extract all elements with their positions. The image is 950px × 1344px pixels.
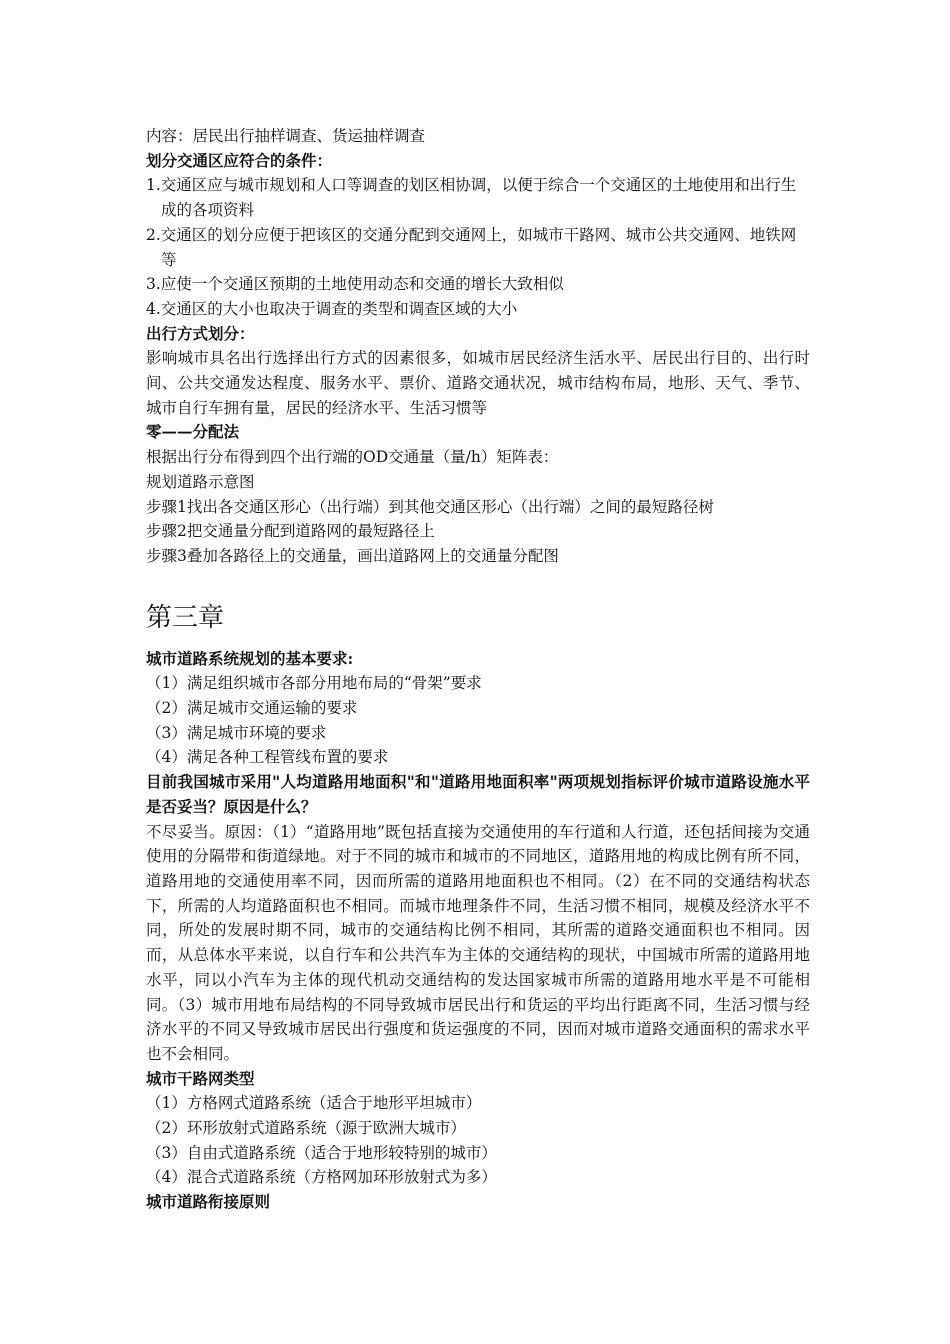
traffic-zone-heading: 划分交通区应符合的条件：	[146, 150, 333, 170]
traffic-zone-item: 4.交通区的大小也取决于调查的类型和调查区域的大小	[146, 299, 518, 318]
traffic-zone-item: 3.应使一个交通区预期的土地使用动态和交通的增长大致相似	[146, 275, 564, 294]
requirements-list	[146, 671, 810, 770]
arterial-heading: 城市干路网类型	[146, 1068, 255, 1088]
requirement-item: （2）满足城市交通运输的要求	[146, 699, 358, 718]
arterial-item: （1）方格网式道路系统（适合于地形平坦城市）	[146, 1094, 482, 1113]
question-heading: 目前我国城市采用"人均道路用地面积"和"道路用地面积率"两项规划指标评价城市道路设施水平是否妥当？原因是什么？	[146, 772, 810, 816]
requirement-item: （3）满足城市环境的要求	[146, 723, 327, 742]
step-2-line: 步骤2把交通量分配到道路网的最短路径上	[146, 522, 435, 541]
step-1-line: 步骤1找出各交通区形心（出行端）到其他交通区形心（出行端）之间的最短路径树	[146, 497, 714, 516]
chapter-title: 第三章	[146, 602, 225, 633]
traffic-zone-list	[146, 173, 810, 321]
document-page	[146, 124, 810, 1215]
arterial-item: （2）环形放射式道路系统（源于欧洲大城市）	[146, 1119, 466, 1138]
road-diagram-line: 规划道路示意图	[146, 472, 255, 491]
travel-mode-paragraph: 影响城市具名出行选择出行方式的因素很多，如城市居民经济生活水平、居民出行目的、出行时间、公共交通发达程度、服务水平、票价、道路交通状况，城市结构布局，地形、天气、季节、城市自行车拥有量，居民的经济水平、生活习惯等	[146, 349, 810, 417]
requirements-heading: 城市道路系统规划的基本要求:	[146, 648, 354, 668]
arterial-item: （4）混合式道路系统（方格网加环形放射式为多）	[146, 1168, 497, 1187]
traffic-zone-item: 2.交通区的划分应便于把该区的交通分配到交通网上，如城市干路网、城市公共交通网、地铁网等	[146, 225, 797, 269]
traffic-zone-item: 1.交通区应与城市规划和人口等调查的划区相协调，以便于综合一个交通区的土地使用和出行生成的各项资料	[146, 176, 797, 220]
travel-mode-heading: 出行方式划分：	[146, 323, 255, 343]
connection-heading: 城市道路衔接原则	[146, 1192, 271, 1212]
step-3-line: 步骤3叠加各路径上的交通量，画出道路网上的交通量分配图	[146, 546, 559, 565]
od-matrix-line: 根据出行分布得到四个出行端的OD交通量（量/h）矩阵表：	[146, 448, 559, 467]
answer-paragraph: 不尽妥当。原因：（1）“道路用地”既包括直接为交通使用的车行道和人行道，还包括间接为交通使用的分隔带和街道绿地。对于不同的城市和城市的不同地区，道路用地的构成比例有所不同，道路用地的交通使用率不同，因而所需的道路用地面积也不相同。（2）在不同的交通结构状态下，所需的人均道路面积也不相同。而城市地理条件不同，生活习惯不相同，规模及经济水平不同，所处的发展时期不同，城市的交通结构比例不相同，其所需的道路交通面积也不相同。因而，从总体水平来说，以自行车和公共汽车为主体的交通结构的现状，中国城市所需的道路用地水平，同以小汽车为主体的现代机动交通结构的发达国家城市所需的道路用地水平是不可能相同。（3）城市用地布局结构的不同导致城市居民出行和货运的平均出行距离不同，生活习惯与经济水平的不同又导致城市居民出行强度和货运强度的不同，因而对城市道路交通面积的需求水平也不会相同。	[146, 822, 810, 1063]
zero-assign-heading: 零——分配法	[146, 422, 240, 442]
content-line: 内容：居民出行抽样调查、货运抽样调查	[146, 127, 426, 145]
arterial-list	[146, 1091, 810, 1190]
requirement-item: （4）满足各种工程管线布置的要求	[146, 748, 389, 767]
arterial-item: （3）自由式道路系统（适合于地形较特别的城市）	[146, 1143, 497, 1162]
requirement-item: （1）满足组织城市各部分用地布局的“骨架”要求	[146, 674, 482, 693]
